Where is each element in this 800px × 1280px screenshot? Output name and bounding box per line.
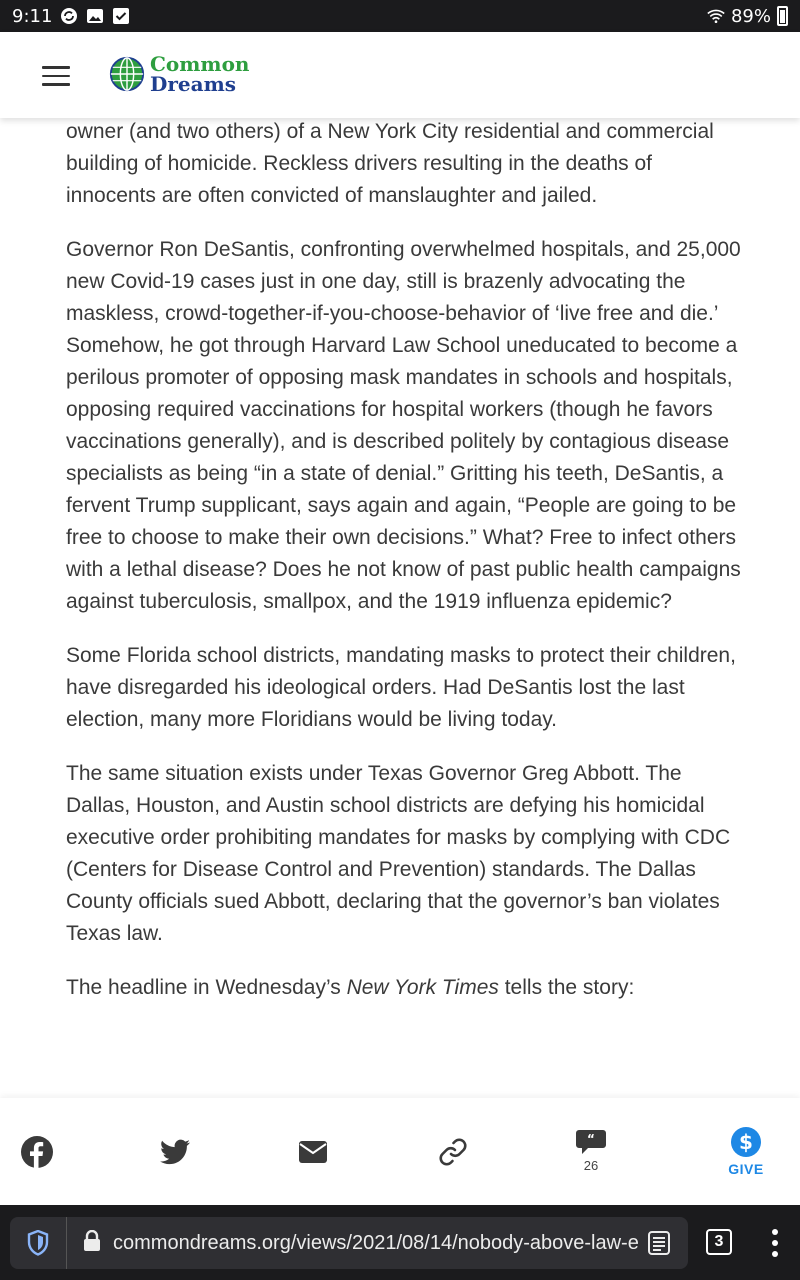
article-paragraph: owner (and two others) of a New York City residential and commercial building of homicide. Reckless drivers resulting in the deaths of innocents are often convicted of manslaughter and jailed. (66, 120, 714, 207)
browser-menu-icon[interactable] (770, 1229, 780, 1257)
sync-icon (60, 7, 78, 25)
battery-icon (777, 6, 788, 26)
wifi-icon (707, 7, 725, 25)
text-span: The headline in Wednesday’s (66, 976, 347, 999)
shield-icon[interactable] (10, 1217, 67, 1269)
logo-wordmark (150, 54, 249, 94)
logo-line2: Dreams (150, 72, 236, 96)
checkbox-icon (112, 7, 130, 25)
comments-count: 26 (583, 1158, 599, 1173)
text-span: tells the story: (498, 976, 635, 999)
twitter-icon (160, 1139, 190, 1165)
comment-icon (576, 1130, 606, 1154)
lock-icon (83, 1230, 101, 1257)
battery-percent: 89% (730, 5, 771, 27)
article-paragraph: Some Florida school districts, mandating masks to protect their children, have disregarded his ideological orders. Had DeSantis lost the last election, many more Floridians would be living today. (66, 644, 736, 731)
share-bar (0, 1098, 800, 1205)
copy-link-button[interactable] (437, 1098, 469, 1205)
url-text[interactable]: commondreams.org/views/2021/08/14/nobody-above-law-e (113, 1231, 639, 1254)
image-icon (86, 7, 104, 25)
comments-button[interactable] (571, 1098, 611, 1205)
address-bar[interactable] (10, 1217, 688, 1269)
article-paragraph-last (66, 972, 746, 1004)
article-paragraph: Governor Ron DeSantis, confronting overwhelmed hospitals, and 25,000 new Covid-19 cases just in one day, still is brazenly advocating the maskless, crowd-together-if-you-choose-behavior of ‘live free and die.’ Somehow, he got through Harvard Law School uneducated to become a perilous promoter of opposing mask mandates in schools and hospitals, opposing required vaccinations for hospital workers (though he favors vaccinations generally), and is described politely by contagious disease specialists as being “in a state of denial.” Gritting his teeth, DeSantis, a fervent Trump supplicant, says again and again, “People are going to be free to choose to make their own decisions.” What? Free to infect others with a lethal disease? Does he not know of past public health campaigns against tuberculosis, smallpox, and the 1919 influenza epidemic? (66, 238, 741, 613)
give-button[interactable] (721, 1098, 771, 1205)
svg-text:$: $ (739, 1129, 753, 1154)
link-icon (439, 1138, 467, 1166)
svg-text:“: “ (587, 1132, 595, 1146)
status-left (12, 6, 130, 27)
publication-name: New York Times (346, 976, 499, 999)
site-logo[interactable] (108, 54, 249, 94)
email-share-button[interactable] (297, 1098, 329, 1205)
facebook-icon (21, 1136, 53, 1168)
reader-mode-icon[interactable] (644, 1231, 674, 1255)
status-bar (0, 0, 800, 32)
site-header (0, 32, 800, 118)
hamburger-menu-icon[interactable] (42, 66, 70, 86)
globe-icon (108, 55, 146, 93)
logo-line1: Common (150, 52, 250, 76)
give-label: GIVE (728, 1160, 764, 1177)
article-paragraph: The same situation exists under Texas Governor Greg Abbott. The Dallas, Houston, and Austin school districts are defying his homicidal executive order prohibiting mandates for masks by complying with CDC (Centers for Disease Control and Prevention) standards. The Dallas County officials sued Abbott, declaring that the governor’s ban violates Texas law. (66, 762, 731, 945)
tab-switcher-button[interactable]: 3 (706, 1229, 732, 1255)
twitter-share-button[interactable] (156, 1098, 194, 1205)
status-time: 9:11 (12, 5, 53, 27)
email-icon (299, 1141, 327, 1163)
facebook-share-button[interactable] (17, 1098, 57, 1205)
browser-toolbar (0, 1205, 800, 1280)
article-body (66, 118, 746, 1098)
status-right (707, 6, 788, 27)
dollar-icon (731, 1127, 761, 1157)
